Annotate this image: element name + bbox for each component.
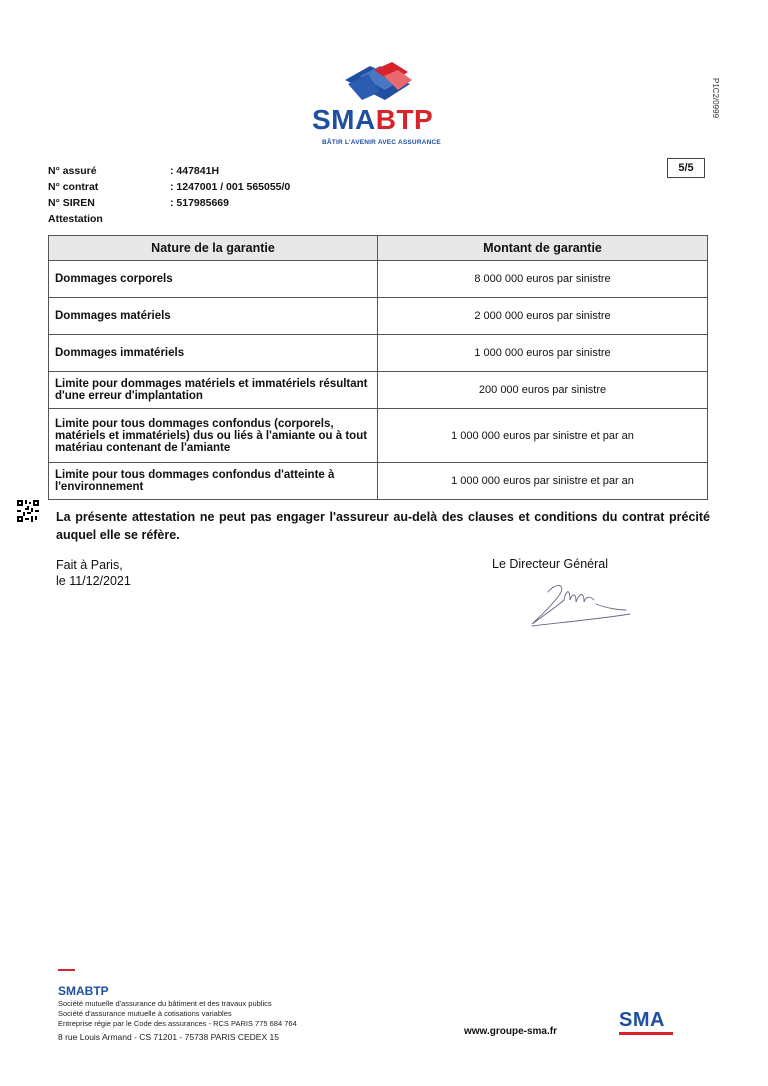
- contract-number-label: N° contrat: [48, 181, 99, 193]
- table-row: [49, 298, 708, 335]
- guarantee-nature: Limite pour tous dommages confondus d'atteinte à l'environnement: [49, 463, 378, 500]
- qr-code-icon: [17, 500, 39, 522]
- handwritten-signature: [526, 578, 636, 630]
- guarantee-nature: Limite pour dommages matériels et immatériels résultant d'une erreur d'implantation: [49, 372, 378, 409]
- table-header-row: [49, 236, 708, 261]
- footer-accent-rule: [58, 969, 75, 971]
- guarantee-nature: Dommages matériels: [49, 298, 378, 335]
- page-number-box: 5/5: [667, 158, 705, 178]
- attestation-label: Attestation: [48, 213, 103, 225]
- attestation-notice: La présente attestation ne peut pas engager l'assureur au-delà des clauses et conditions du contrat précité auquel elle se réfère.: [56, 510, 710, 542]
- footer-address: 8 rue Louis Armand - CS 71201 - 75738 PARIS CEDEX 15: [58, 1032, 279, 1042]
- insured-number-value: : 447841H: [170, 165, 220, 177]
- sma-group-logo: SMA: [619, 1009, 665, 1031]
- guarantee-amount: 2 000 000 euros par sinistre: [378, 298, 708, 335]
- brand-logo-text: SMABTP: [312, 104, 434, 135]
- brand-tagline: BÂTIR L'AVENIR AVEC ASSURANCE: [322, 139, 441, 146]
- guarantee-amount: 1 000 000 euros par sinistre et par an: [378, 463, 708, 500]
- column-header-nature: Nature de la garantie: [49, 236, 378, 261]
- footer-legal-line: Société d'assurance mutuelle à cotisations variables: [58, 1009, 232, 1018]
- footer-website: www.groupe-sma.fr: [464, 1026, 557, 1037]
- table-row: [49, 372, 708, 409]
- table-row: [49, 261, 708, 298]
- signature-date: le 11/12/2021: [56, 574, 131, 588]
- footer-brand: SMABTP: [58, 984, 109, 998]
- signatory-title: Le Directeur Général: [492, 557, 609, 571]
- signature-place-date: [56, 557, 131, 589]
- insured-number-label: N° assuré: [48, 165, 97, 177]
- table-row: [49, 463, 708, 500]
- siren-label: N° SIREN: [48, 197, 95, 209]
- guarantee-nature: Dommages corporels: [49, 261, 378, 298]
- sma-logo-underline: [619, 1032, 673, 1035]
- table-row: [49, 335, 708, 372]
- guarantee-nature: Dommages immatériels: [49, 335, 378, 372]
- column-header-amount: Montant de garantie: [378, 236, 708, 261]
- table-row: [49, 409, 708, 463]
- guarantee-amount: 1 000 000 euros par sinistre et par an: [378, 409, 708, 463]
- guarantee-amount: 200 000 euros par sinistre: [378, 372, 708, 409]
- footer-legal-line: Société mutuelle d'assurance du bâtiment et des travaux publics: [58, 999, 272, 1008]
- guarantee-amount: 8 000 000 euros par sinistre: [378, 261, 708, 298]
- guarantee-amount: 1 000 000 euros par sinistre: [378, 335, 708, 372]
- footer-legal-line: Entreprise régie par le Code des assurances - RCS PARIS 775 684 764: [58, 1019, 297, 1028]
- guarantee-table: [48, 235, 708, 500]
- signature-place: Fait à Paris,: [56, 558, 123, 572]
- document-code: P1C2/0999: [711, 78, 720, 119]
- contract-number-value: : 1247001 / 001 565055/0: [170, 181, 291, 193]
- guarantee-nature: Limite pour tous dommages confondus (corporels, matériels et immatériels) dus ou liés à l'amiante ou à tout matériau contenant de l'amiante: [49, 409, 378, 463]
- siren-value: : 517985669: [170, 197, 229, 209]
